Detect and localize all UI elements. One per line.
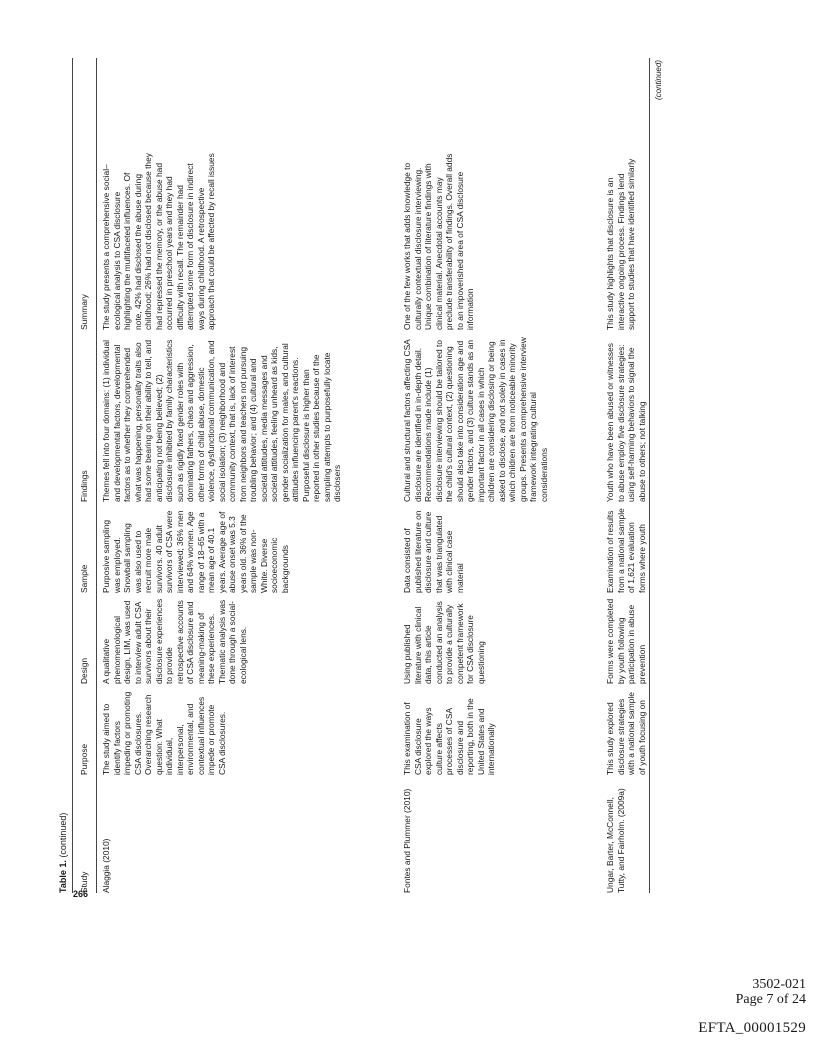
- table-row-1-findings: Themes fell into four domains: (1) individual and developmental factors, developmental factors as to whether they comprehended what was happening, personality traits also had some bearing on their ability to tell, and anticipating not being believed; (2) disclosure inhibited by family characteristics such as rigidly fixed gender roles with dominating fathers, chaos and aggression, other forms of child abuse, domestic violence, dysfunctional communication, and social isolation; (3) neighborhood and community context, that is, lack of interest from neighbors and teachers not pursuing troubling behavior; and (4) cultural and societal attitudes, media messages and societal attitudes, feeling unheard as kids, gender socialization for males, and cultural attitudes influencing parent's reactions. Purposeful disclosure is higher than reported in other studies because of the sampling attempts to purposefully locate disclosers: [101, 339, 342, 502]
- table-row-1-design: A qualitative phenomenological design, LIM, was used to interview adult CSA survivors about their disclosure experiences to provide retrospective accounts of CSA disclosure and meaning-making of these experiences. Thematic analysis was done through a social-ecological lens.: [101, 598, 248, 684]
- table-row-3-sample: Examination of results from a national sample of 1,621 evaluation forms where youth: [605, 508, 647, 593]
- table-row-3-purpose: This study explored disclosure strategies with a national sample of youth focusing on: [605, 692, 647, 775]
- table-row-2-findings: Cultural and structural factors affecting CSA disclosure are identified in in-depth detail. Recommendations made include (1) disclosure interviewing should be tailored to the child's cultural context, (2) questioning should also take into consideration age and gender factors, and (3) culture stands as an important factor in all cases in which children are considering disclosing or being asked to disclose, and not solely in cases in which children are from noticeable minority groups. Presents a comprehensive interview framework integrating cultural considerations: [402, 337, 549, 502]
- column-header-findings: Findings: [79, 470, 89, 502]
- table-caption-label: Table 1.: [58, 860, 68, 893]
- table-bottom-rule: [649, 58, 650, 893]
- table-caption: [58, 813, 69, 893]
- document-page-count: Page 7 of 24: [735, 992, 806, 1007]
- column-header-design: Design: [79, 657, 89, 684]
- bates-number: EFTA_00001529: [698, 1020, 806, 1036]
- column-header-sample: Sample: [79, 564, 89, 593]
- document-reference-number: 3502-021: [752, 977, 806, 992]
- table-row-3-design: Forms were completed by youth following participation in abuse prevention: [605, 598, 647, 684]
- table-row-1-summary: The study presents a comprehensive social–ecological analysis to CSA disclosure highlighting the multifaceted influences. Of note, 42% had disclosed the abuse during childhood; 26% had not disclosed because they had repressed the memory, or the abuse had occurred in preschool years and they had difficulty with recall. The remainder had attempted some form of disclosure in indirect ways during childhood. A retrospective approach that could be affected by recall issues: [101, 153, 216, 330]
- table-row-2-purpose: This examination of CSA disclosure explored the ways culture affects processes of CSA disclosure and reporting, both in the United States and internationally: [402, 698, 496, 775]
- table-header-rule: [96, 58, 97, 893]
- table-row-1-study: Alaggia (2010): [101, 838, 111, 893]
- table-row-1-sample: Purposive sampling was employed. Snowball sampling was also used to recruit more male survivors. 40 adult survivors of CSA were interviewed; 36% men and 64% women. Age range of 18–65 with a mean age of 40.1 years. Average age of abuse onset was 5.3 years old. 36% of the sample was non-White. Diverse socioeconomic backgrounds: [101, 510, 290, 593]
- table-continued-note: (continued): [654, 60, 663, 101]
- table-row-2-design: Using published literature with clinical data, this article conducted an analysis to provide a culturally competent framework for CSA disclosure questioning: [402, 601, 486, 684]
- table-row-3-study: Ungar, Barter, McConnell, Tutty, and Fairholm. (2009a): [605, 788, 626, 893]
- table-top-rule: [72, 58, 73, 893]
- rotated-table-block: [58, 58, 668, 893]
- table-row-3-summary: This study highlights that disclosure is an interactive ongoing process. Findings lend support to studies that have identified similarly: [605, 158, 636, 330]
- table-row-2-sample: Data consisted of published literature on disclosure and culture that was triangulated with clinical case material: [402, 510, 465, 593]
- table-row-2-summary: One of the few works that adds knowledge to culturally contextual disclosure interviewing. Unique combination of literature findings with clinical material. Anecdotal accounts may preclude transferability of findings. Overall adds to an impoverished area of CSA disclosure information: [402, 153, 475, 330]
- column-header-summary: Summary: [79, 294, 89, 330]
- table-row-2-study: Fontes and Plummer (2010): [402, 788, 412, 893]
- document-reference: [686, 977, 806, 1007]
- table-row-3-findings: Youth who have been abused or witnesses to abuse employ five disclosure strategies: using self-harming behaviors to signal the abuse to others; not talking: [605, 343, 647, 502]
- page-number: 266: [73, 889, 89, 899]
- table-caption-continued: (continued): [58, 812, 68, 861]
- column-header-study: Study: [79, 871, 89, 893]
- table-row-1-purpose: The study aimed to identify factors impeding or promoting CSA disclosures. Overarching research question: What individual, interpersonal, environmental, and contextual influences impede or promote CSA disclosures.: [101, 691, 227, 775]
- column-header-purpose: Purpose: [79, 743, 89, 775]
